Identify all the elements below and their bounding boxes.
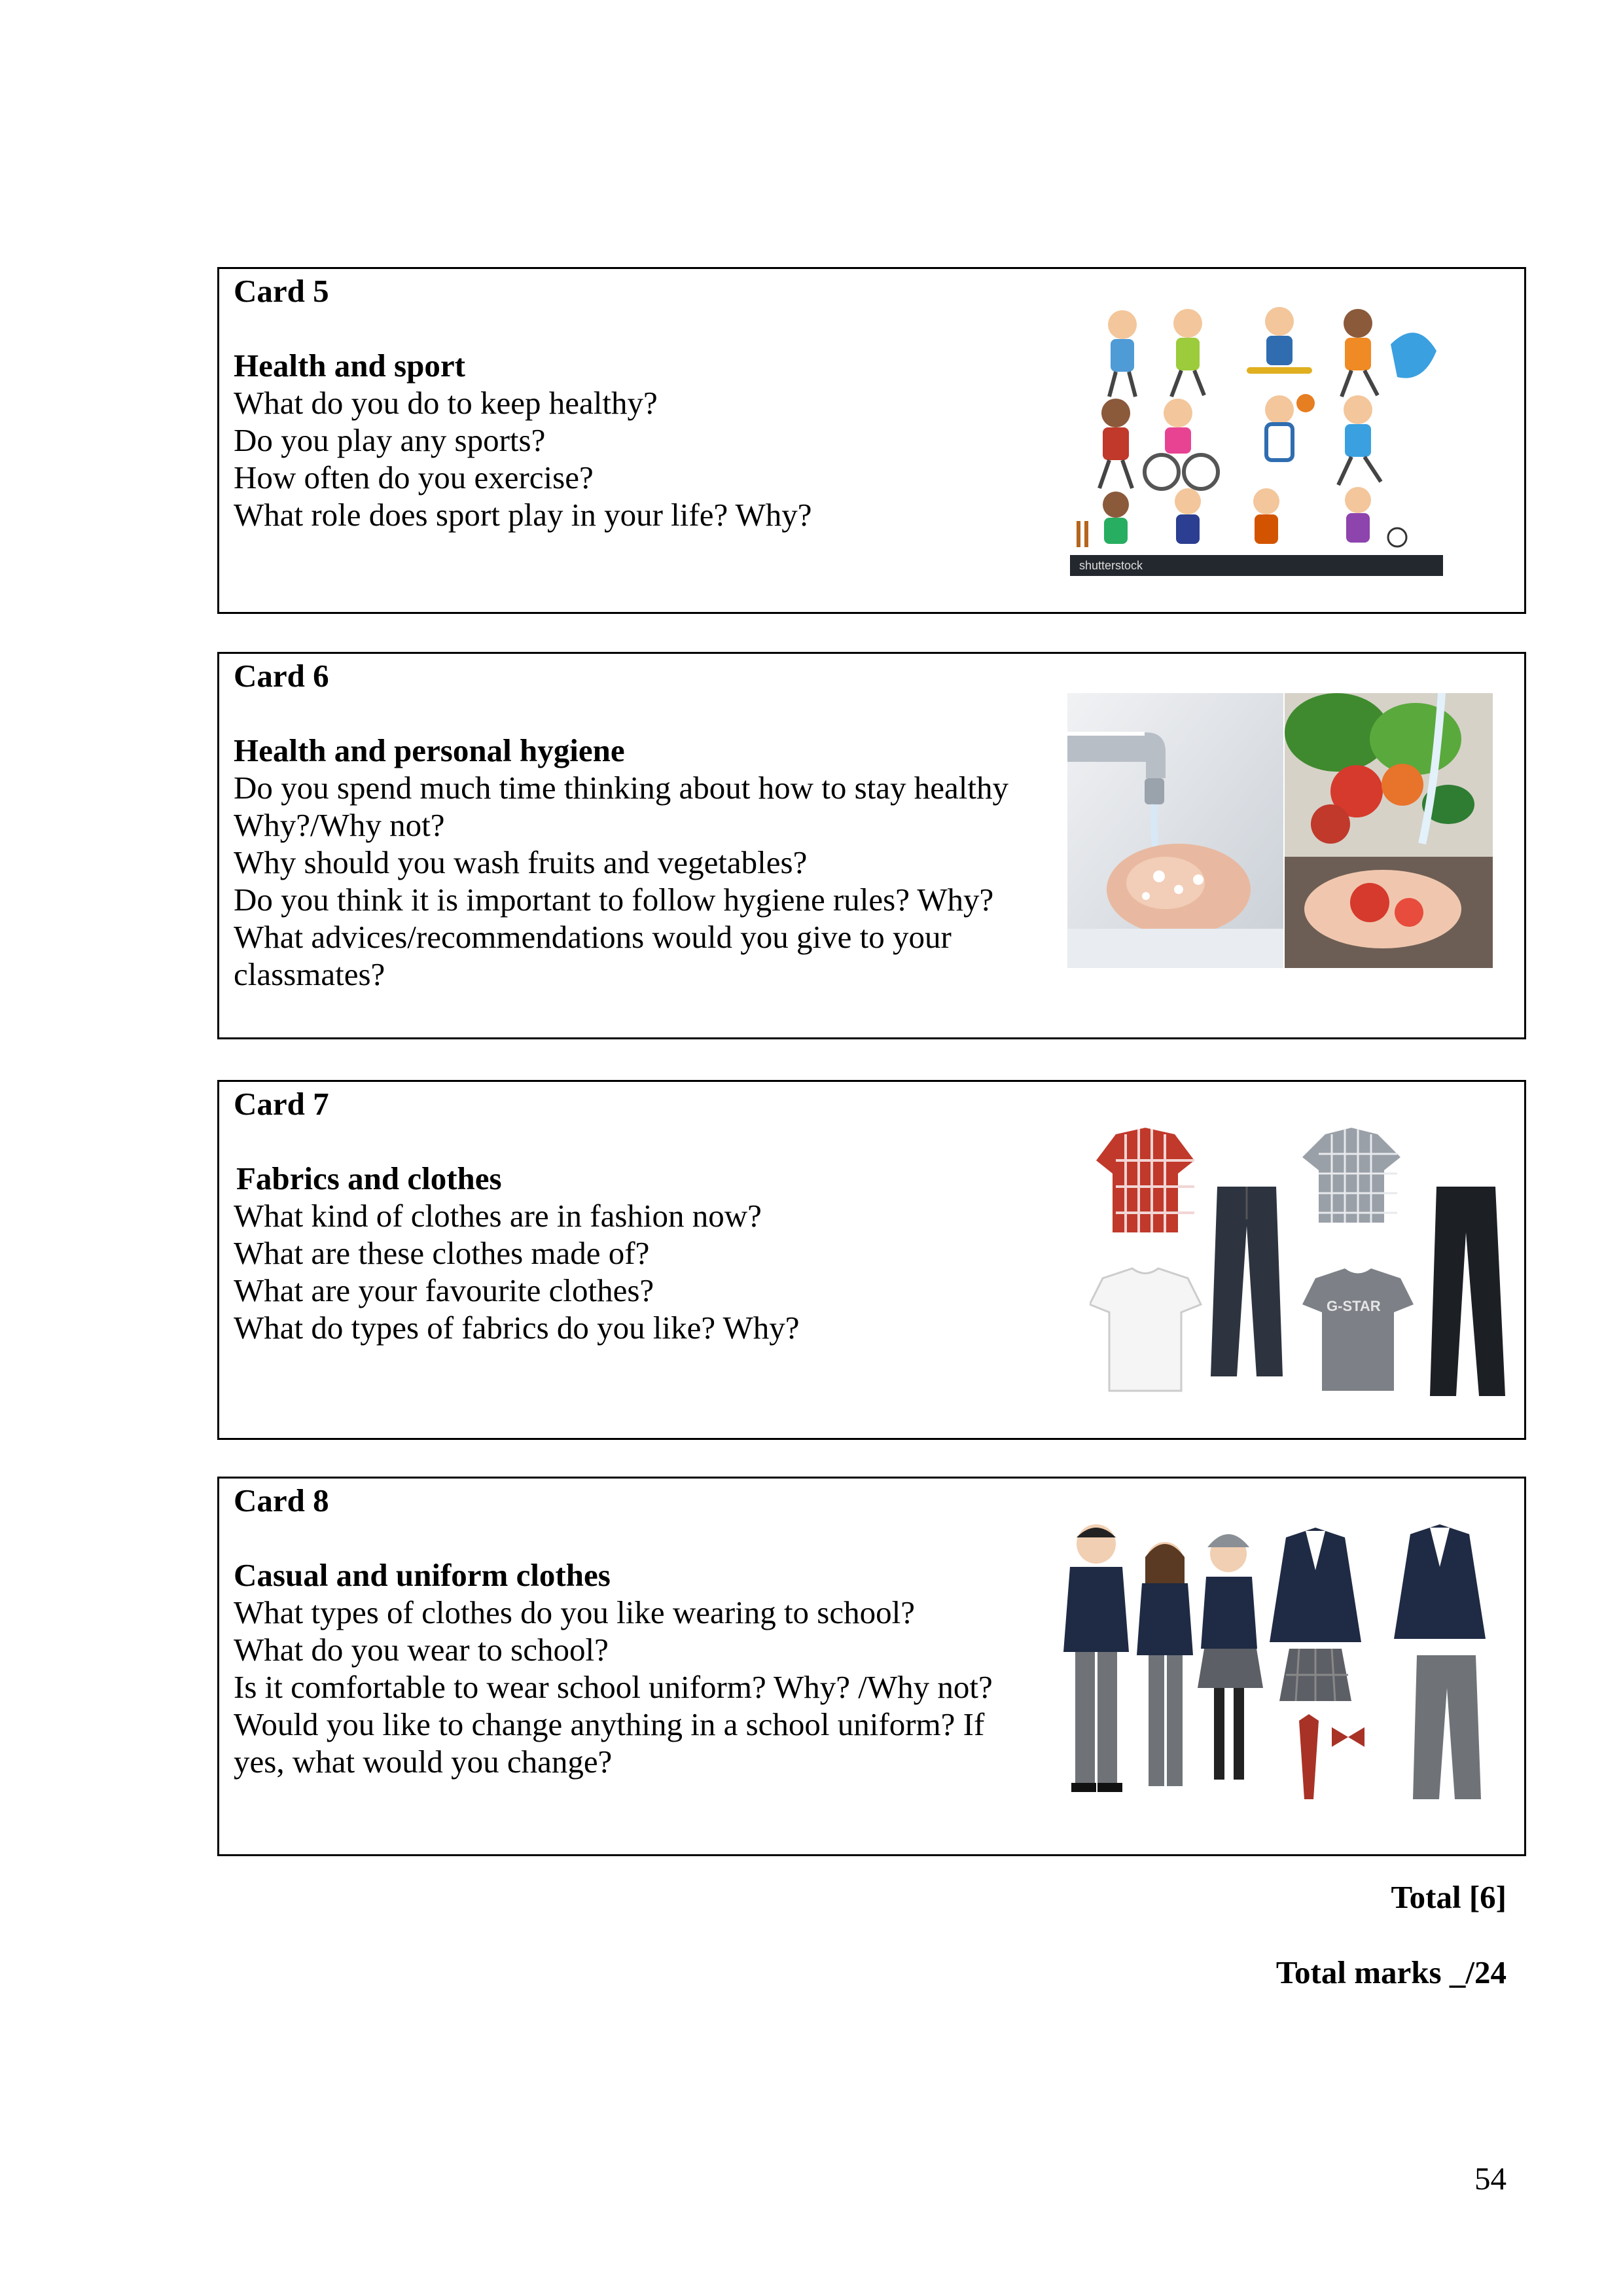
card-topic: Casual and uniform clothes: [234, 1557, 611, 1593]
total-marks: Total marks _/24: [1275, 1954, 1507, 1990]
plaid-skirt-icon: [1279, 1649, 1351, 1701]
question: What do you do to keep healthy?: [234, 385, 658, 421]
card-7: [217, 1080, 1526, 1440]
card-label: Card 8: [234, 1482, 329, 1518]
watermark-text: shutterstock: [1079, 559, 1143, 572]
card-label: Card 7: [234, 1086, 329, 1122]
sports-kids-illustration: [1070, 305, 1443, 580]
question: yes, what would you change?: [234, 1744, 613, 1780]
question: What kind of clothes are in fashion now?: [234, 1198, 762, 1234]
question: Would you like to change anything in a school uniform? If: [234, 1706, 985, 1742]
card-topic: Health and personal hygiene: [234, 732, 625, 768]
clothes-photo: [1090, 1121, 1515, 1403]
question: What do you wear to school?: [234, 1632, 609, 1668]
question: What are these clothes made of?: [234, 1235, 650, 1271]
question: Why should you wash fruits and vegetables?: [234, 844, 808, 880]
question: Is it comfortable to wear school uniform? Why? /Why not?: [234, 1669, 993, 1705]
question: What do types of fabrics do you like? Why?: [234, 1310, 800, 1346]
card-label: Card 5: [234, 273, 329, 309]
question: What are your favourite clothes?: [234, 1272, 654, 1308]
washing-vegetables-photo: [1285, 693, 1493, 968]
question: How often do you exercise?: [234, 459, 594, 495]
card-topic: Fabrics and clothes: [236, 1160, 502, 1196]
question: What role does sport play in your life? Why?: [234, 497, 812, 533]
hand-washing-photo: [1067, 693, 1283, 968]
card-label: Card 6: [234, 658, 329, 694]
question: Do you spend much time thinking about how to stay healthy: [234, 770, 1009, 806]
card-6: [217, 652, 1526, 1039]
question: What types of clothes do you like wearing to school?: [234, 1594, 915, 1630]
question: Do you think it is important to follow hygiene rules? Why?: [234, 882, 994, 918]
question: What advices/recommendations would you give to your: [234, 919, 952, 955]
card-5: [217, 267, 1526, 614]
question: classmates?: [234, 956, 385, 992]
card-topic: Health and sport: [234, 348, 465, 384]
shirt-logo-text: G-STAR: [1327, 1298, 1381, 1314]
question: Why?/Why not?: [234, 807, 445, 843]
card-8: [217, 1477, 1526, 1856]
page-number: 54: [1474, 2161, 1507, 2197]
school-uniform-photo: [1057, 1518, 1515, 1825]
question: Do you play any sports?: [234, 422, 546, 458]
total-score: Total [6]: [1391, 1879, 1507, 1915]
